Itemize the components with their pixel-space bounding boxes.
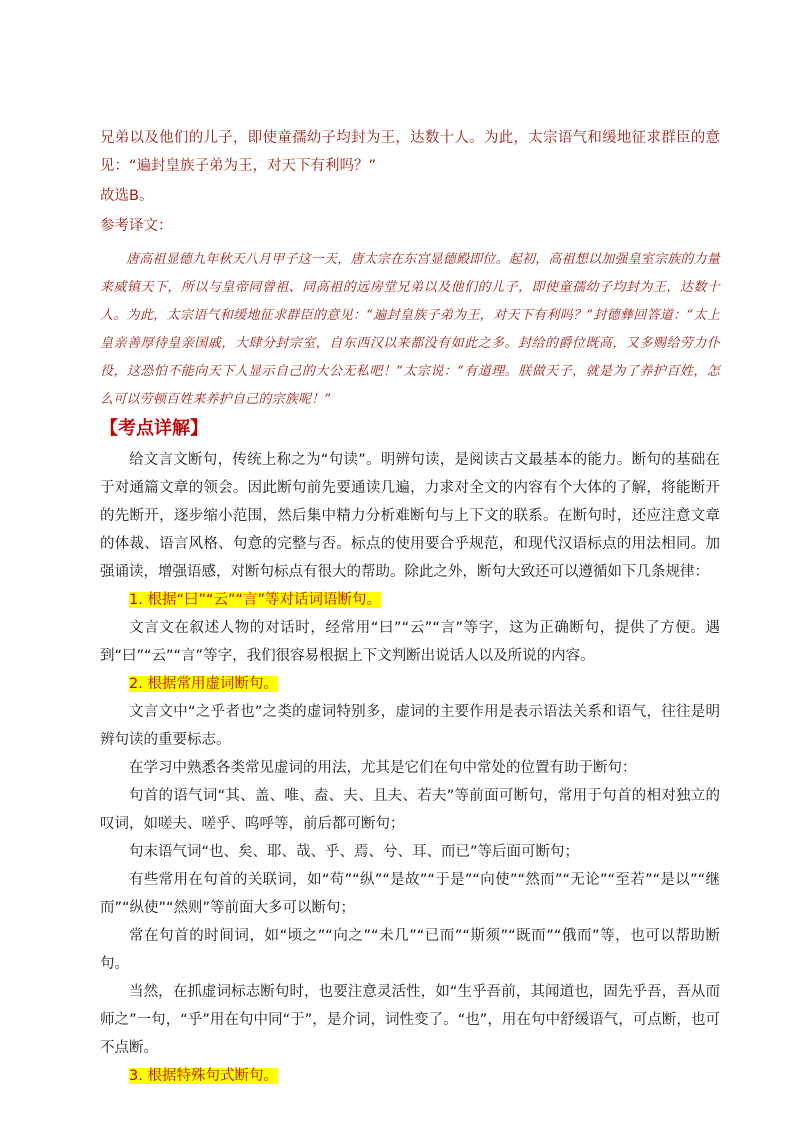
rule-2-paragraph: 当然，在抓虚词标志断句时，也要注意灵活性，如“生乎吾前，其闻道也，固先乎吾，吾从而师之”一句，“乎”用在句中同“于”，是介词，词性变了。“也”，用在句中舒缓语气，可点断，也可不点断。 xyxy=(100,984,720,1056)
rule-1-title-text: 1. 根据“曰”“云”“言”等对话词语断句。 xyxy=(129,592,382,608)
rule-3-title xyxy=(100,1062,720,1090)
document-body xyxy=(100,124,720,1090)
rule-1-body: 文言文在叙述人物的对话时，经常用“曰”“云”“言”等字，这为正确断句，提供了方便。遇到“曰”“云”“言”等字，我们很容易根据上下文判断出说话人以及所说的内容。 xyxy=(100,620,720,664)
rule-2-body: 文言文中“之乎者也”之类的虚词特别多，虚词的主要作用是表示语法关系和语气，往往是明辨句读的重要标志。 xyxy=(100,704,720,748)
rule-2-paragraph: 常在句首的时间词，如“顷之”“向之”“未几”“已而”“斯须”“既而”“俄而”等，也可以帮助断句。 xyxy=(100,928,720,972)
rule-2-title xyxy=(100,670,720,698)
rule-1-title xyxy=(100,586,720,614)
rule-2-paragraph: 句末语气词“也、矣、耶、哉、乎、焉、兮、耳、而已”等后面可断句； xyxy=(129,844,580,860)
rule-3-title-text: 3. 根据特殊句式断句。 xyxy=(129,1068,278,1084)
rule-2-paragraph: 句首的语气词“其、盖、唯、盍、夫、且夫、若夫”等前面可断句，常用于句首的相对独立的叹词，如嗟夫、嗟乎、呜呼等，前后都可断句； xyxy=(100,788,720,832)
rule-2-title-text: 2. 根据常用虚词断句。 xyxy=(129,676,278,692)
reference-label: 参考译文： xyxy=(100,218,173,234)
rule-2-paragraph: 有些常用在句首的关联词，如“苟”“纵”“是故”“于是”“向使”“然而”“无论”“至若”“是以”“继而”“纵使”“然则”等前面大多可以断句； xyxy=(100,872,720,916)
passage-continuation: 兄弟以及他们的儿子，即使童孺幼子均封为王，达数十人。为此，太宗语气和缓地征求群臣的意见：“遍封皇族子弟为王，对天下有利吗？” xyxy=(100,130,720,174)
answer-line: 故选B。 xyxy=(100,188,154,204)
reference-translation: 唐高祖显德九年秋天八月甲子这一天，唐太宗在东宫显德殿即位。起初，高祖想以加强皇室宗族的力量来威镇天下，所以与皇帝同曾祖、同高祖的远房堂兄弟以及他们的儿子，即使童孺幼子均封为王，达数十人。为此，太宗语气和缓地征求群臣的意见：“遍封皇族子弟为王，对天下有利吗？”封德彝回答道：“太上皇亲善厚待皇亲国戚，大肆分封宗室，自东西汉以来都没有如此之多。封给的爵位既高，又多赐给劳力仆役，这恐怕不能向天下人显示自己的大公无私吧！”太宗说：“有道理。朕做天子，就是为了养护百姓，怎么可以劳顿百姓来养护自己的宗族呢！” xyxy=(100,252,721,407)
section-intro: 给文言文断句，传统上称之为“句读”。明辨句读，是阅读古文最基本的能力。断句的基础在于对通篇文章的领会。因此断句前先要通读几遍，力求对全文的内容有个大体的了解，将能断开的先断开，逐步缩小范围，然后集中精力分析难断句与上下文的联系。在断句时，还应注意文章的体裁、语言风格、句意的完整与否。标点的使用要合乎规范，和现代汉语标点的用法相同。加强诵读，增强语感，对断句标点有很大的帮助。除此之外，断句大致还可以遵循如下几条规律： xyxy=(100,452,720,580)
section-heading: 【考点详解】 xyxy=(100,418,208,439)
rule-2-paragraph: 在学习中熟悉各类常见虚词的用法，尤其是它们在句中常处的位置有助于断句： xyxy=(129,760,637,776)
